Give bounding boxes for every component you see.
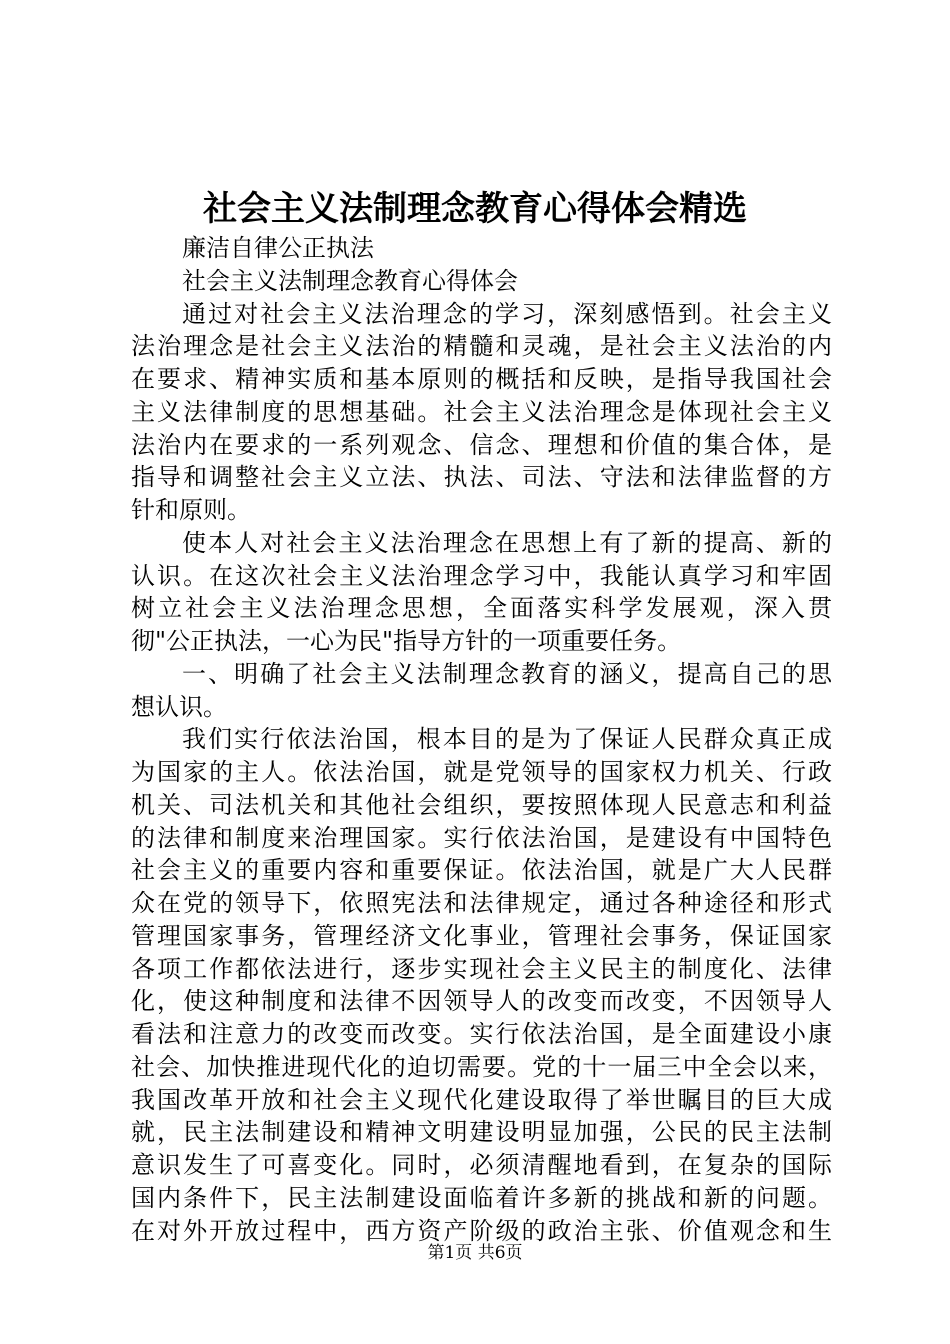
text-line: 主义法律制度的思想基础。社会主义法治理念是体现社会主义 [131,397,832,426]
text-line: 社会、加快推进现代化的迫切需要。党的十一届三中全会以来， [131,1052,832,1081]
text-line: 认识。在这次社会主义法治理念学习中，我能认真学习和牢固 [131,561,832,590]
text-line: 指导和调整社会主义立法、执法、司法、守法和法律监督的方 [131,463,832,492]
text-line: 我国改革开放和社会主义现代化建设取得了举世瞩目的巨大成 [131,1085,832,1114]
text-line: 各项工作都依法进行，逐步实现社会主义民主的制度化、法律 [131,954,832,983]
text-line: 机关、司法机关和其他社会组织，要按照体现人民意志和利益 [131,790,832,819]
text-line: 通过对社会主义法治理念的学习，深刻感悟到。社会主义 [182,299,832,328]
text-line: 针和原则。 [131,496,251,524]
page-footer: 第1页 共6页 [427,1243,523,1263]
text-line: 社会主义法制理念教育心得体会 [182,266,518,295]
text-line: 的法律和制度来治理国家。实行依法治国，是建设有中国特色 [131,823,832,852]
text-line: 彻"公正执法，一心为民"指导方针的一项重要任务。 [131,627,682,655]
document-body [131,232,832,1247]
text-line: 就，民主法制建设和精神文明建设明显加强，公民的民主法制 [131,1118,832,1147]
text-line: 我们实行依法治国，根本目的是为了保证人民群众真正成 [182,725,832,754]
text-line: 众在党的领导下，依照宪法和法律规定，通过各种途径和形式 [131,889,832,917]
text-line: 法治理念是社会主义法治的精髓和灵魂，是社会主义法治的内 [131,332,832,361]
text-line: 一、明确了社会主义法制理念教育的涵义，提高自己的思 [182,659,832,688]
text-line: 法治内在要求的一系列观念、信念、理想和价值的集合体，是 [131,430,832,459]
text-line: 国内条件下，民主法制建设面临着许多新的挑战和新的问题。 [131,1183,832,1212]
text-line: 在要求、精神实质和基本原则的概括和反映，是指导我国社会 [131,365,832,393]
text-line: 树立社会主义法治理念思想，全面落实科学发展观，深入贯 [131,594,832,623]
text-line: 廉洁自律公正执法 [182,234,374,262]
text-line: 在对外开放过程中，西方资产阶级的政治主张、价值观念和生 [131,1216,832,1245]
text-line: 想认识。 [131,692,227,721]
text-line: 社会主义的重要内容和重要保证。依法治国，就是广大人民群 [131,856,832,885]
page-title: 社会主义法制理念教育心得体会精选 [203,189,747,229]
text-line: 意识发生了可喜变化。同时，必须清醒地看到，在复杂的国际 [131,1151,832,1179]
text-line: 化，使这种制度和法律不因领导人的改变而改变，不因领导人 [131,987,832,1016]
text-line: 为国家的主人。依法治国，就是党领导的国家权力机关、行政 [131,758,832,786]
text-line: 管理国家事务，管理经济文化事业，管理社会事务，保证国家 [131,921,832,950]
text-line: 看法和注意力的改变而改变。实行依法治国，是全面建设小康 [131,1020,832,1048]
text-line: 使本人对社会主义法治理念在思想上有了新的提高、新的 [182,528,832,557]
